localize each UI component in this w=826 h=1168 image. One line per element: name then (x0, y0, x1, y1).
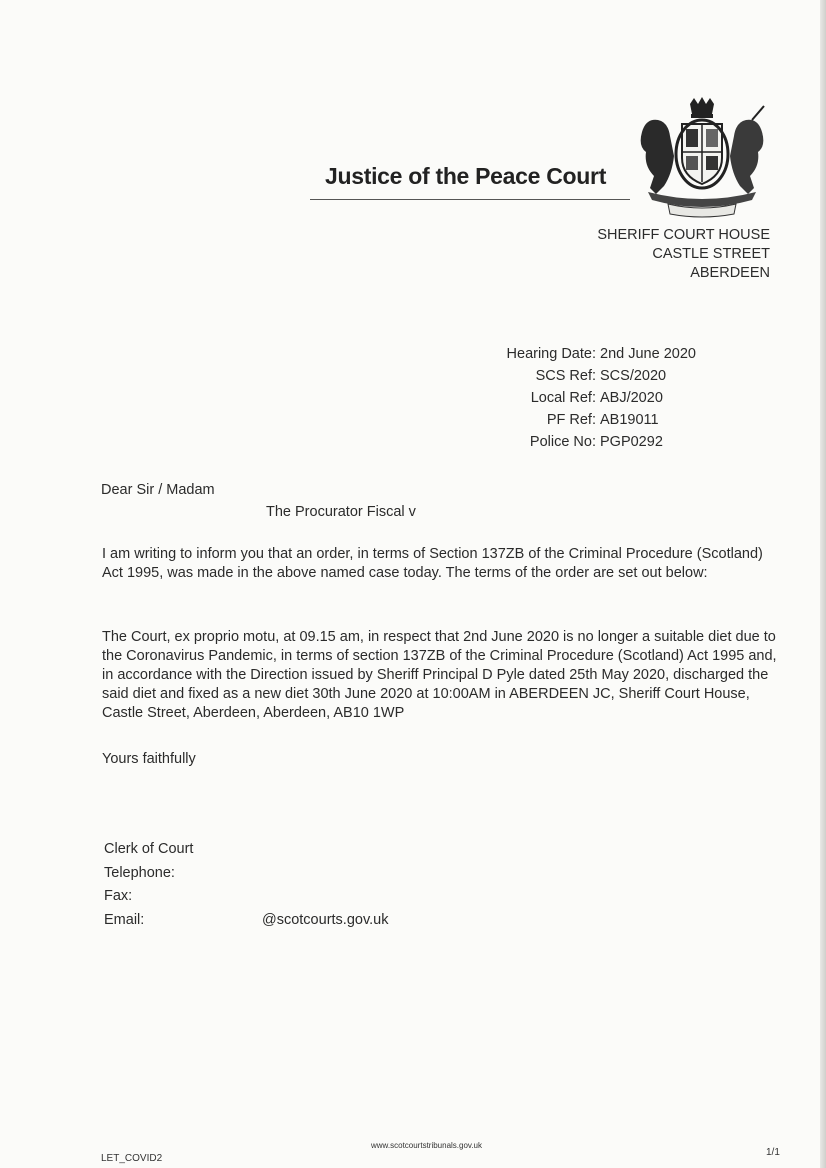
salutation: Dear Sir / Madam (101, 482, 215, 498)
ref-value: ABJ/2020 (600, 390, 663, 406)
ref-value: PGP0292 (600, 434, 663, 450)
court-name: Justice of the Peace Court (325, 163, 607, 189)
ref-label: Police No: (529, 434, 596, 450)
reference-block (492, 343, 696, 453)
letterhead-rule (310, 199, 630, 200)
fax-label: Fax: (104, 888, 133, 904)
email-value[interactable]: @scotcourts.gov.uk (262, 911, 389, 928)
footer-website-link[interactable]: www.scotcourtstribunals.gov.uk (371, 1141, 483, 1150)
page-indicator: 1/1 (766, 1147, 780, 1158)
signatory: Clerk of Court (104, 841, 194, 857)
scan-edge (820, 0, 826, 1168)
signatory-row (104, 838, 388, 862)
address-line: ABERDEEN (690, 265, 770, 281)
closing: Yours faithfully (102, 751, 196, 767)
contact-block (104, 838, 388, 932)
local-ref-row (492, 387, 696, 409)
address-line: SHERIFF COURT HOUSE (597, 227, 770, 243)
ref-label: Hearing Date: (506, 346, 596, 362)
court-address (597, 226, 770, 283)
royal-coat-of-arms-icon (628, 96, 776, 218)
case-name: The Procurator Fiscal v (266, 504, 416, 520)
ref-value: AB19011 (600, 412, 659, 428)
ref-value: SCS/2020 (600, 368, 667, 384)
ref-label: PF Ref: (546, 412, 596, 428)
ref-value: 2nd June 2020 (600, 346, 696, 362)
email-label: Email: (104, 911, 145, 928)
police-no-row (492, 431, 696, 453)
telephone-row (104, 862, 388, 886)
scs-ref-row (492, 365, 696, 387)
body-paragraph: I am writing to inform you that an order, in terms of Section 137ZB of the Criminal Procedure (Scotland) Act 1995, was made in the above named case today. The terms of the order are set out below: (102, 546, 763, 581)
form-code: LET_COVID2 (101, 1153, 163, 1164)
telephone-label: Telephone: (104, 864, 175, 881)
pf-ref-row (492, 409, 696, 431)
body-paragraph: The Court, ex proprio motu, at 09.15 am, in respect that 2nd June 2020 is no longer a suitable diet due to the Coronavirus Pandemic, in terms of section 137ZB of the Criminal Procedure (Scotland) Act 1995 and, in accordance with the Direction issued by Sheriff Principal D Pyle dated 25th May 2020, discharged the said diet and fixed as a new diet 30th June 2020 at 10:00AM in ABERDEEN JC, Sheriff Court House, Castle Street, Aberdeen, Aberdeen, AB10 1WP (102, 629, 777, 721)
address-line: CASTLE STREET (652, 246, 770, 262)
fax-row (104, 885, 388, 909)
ref-label: SCS Ref: (535, 368, 596, 384)
email-row (104, 909, 388, 933)
hearing-date-row (492, 343, 696, 365)
ref-label: Local Ref: (530, 390, 596, 406)
